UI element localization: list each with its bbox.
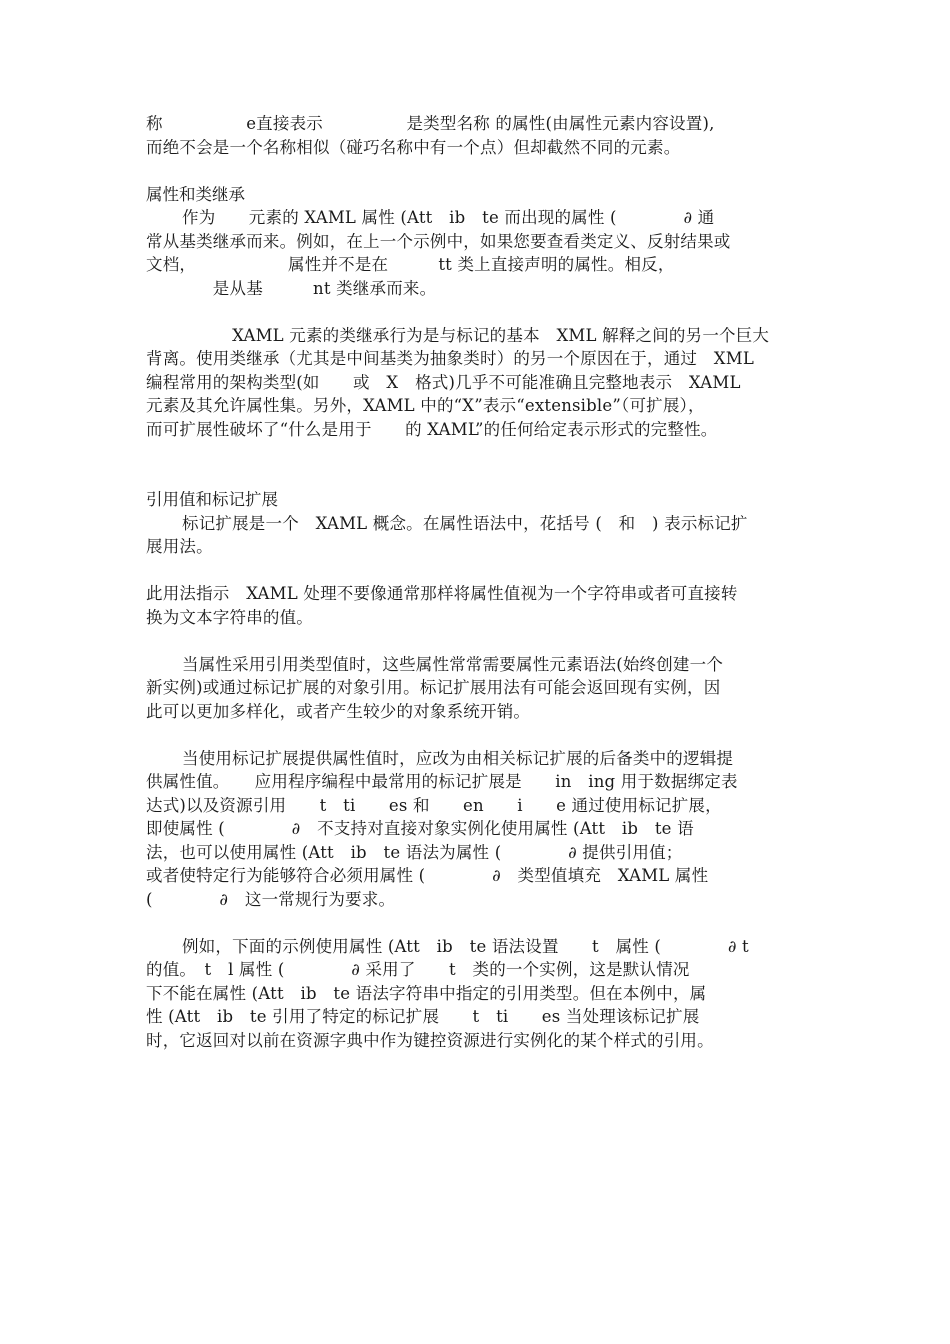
text-line: 常从基类继承而来。例如，在上一个示例中，如果您要查看类定义、反射结果或 xyxy=(146,231,731,251)
text-line: 此用法指示 XAML 处理不要像通常那样将属性值视为一个字符串或者可直接转 xyxy=(146,584,738,603)
markup-paragraph-3 xyxy=(146,653,826,724)
text-line: 即使属性 ( ∂ 不支持对直接对象实例化使用属性 (Att ib te 语 xyxy=(146,819,694,838)
intro-paragraph xyxy=(146,112,826,159)
markup-paragraph-2 xyxy=(146,582,826,629)
markup-paragraph-5 xyxy=(146,935,826,1053)
text-line: 称 e直接表示 是类型名称 的属性(由属性元素内容设置), xyxy=(146,114,715,133)
text-line: 作为 元素的 XAML 属性 (Att ib te 而出现的属性 ( ∂ 通 xyxy=(182,208,715,227)
markup-paragraph-1 xyxy=(146,512,826,559)
text-line: 编程常用的架构类型(如 或 X 格式)几乎不可能准确且完整地表示 XAML xyxy=(146,372,741,392)
text-line: 法，也可以使用属性 (Att ib te 语法为属性 ( ∂ 提供引用值； xyxy=(146,842,683,862)
text-line: 时，它返回对以前在资源字典中作为键控资源进行实例化的某个样式的引用。 xyxy=(146,1030,714,1050)
text-line: 而可扩展性破坏了“什么是用于 的 XAML”的任何给定表示形式的完整性。 xyxy=(146,419,718,439)
text-line: 的值。 t l 属性 ( ∂ 采用了 t 类的一个实例，这是默认情况 xyxy=(146,960,690,979)
markup-paragraph-4 xyxy=(146,747,826,912)
text-line: 是从基 nt 类继承而来。 xyxy=(146,278,437,298)
text-line: 当属性采用引用类型值时，这些属性常常需要属性元素语法(始终创建一个 xyxy=(182,654,724,674)
text-line: 展用法。 xyxy=(146,537,213,556)
text-line: XAML 元素的类继承行为是与标记的基本 XML 解释之间的另一个巨大 xyxy=(182,325,770,345)
inheritance-paragraph-2 xyxy=(146,324,826,442)
text-line: 下不能在属性 (Att ib te 语法字符串中指定的引用类型。但在本例中，属 xyxy=(146,983,707,1003)
text-line: ( ∂ 这一常规行为要求。 xyxy=(146,889,396,909)
section-heading-inheritance: 属性和类继承 xyxy=(146,184,245,204)
text-line: 而绝不会是一个名称相似（碰巧名称中有一个点）但却截然不同的元素。 xyxy=(146,137,681,157)
text-line: 供属性值。 应用程序编程中最常用的标记扩展是 in ing 用于数据绑定表 xyxy=(146,772,738,791)
text-line: 元素及其允许属性集。另外，XAML 中的“X”表示“extensible”（可扩展）， xyxy=(146,396,705,415)
text-line: 性 (Att ib te 引用了特定的标记扩展 t ti es 当处理该标记扩展 xyxy=(146,1007,700,1026)
section-heading-markup-extensions: 引用值和标记扩展 xyxy=(146,490,278,509)
text-line: 文档， 属性并不是在 tt 类上直接声明的属性。相反， xyxy=(146,255,675,274)
text-line: 背离。使用类继承（尤其是中间基类为抽象类时）的另一个原因在于，通过 XML xyxy=(146,349,754,368)
text-line: 标记扩展是一个 XAML 概念。在属性语法中，花括号 ( 和 ) 表示标记扩 xyxy=(182,513,748,533)
text-line: 达式)以及资源引用 t ti es 和 en i e 通过使用标记扩展， xyxy=(146,795,722,815)
text-line: 或者使特定行为能够符合必须用属性 ( ∂ 类型值填充 XAML 属性 xyxy=(146,866,709,885)
text-line: 当使用标记扩展提供属性值时，应改为由相关标记扩展的后备类中的逻辑提 xyxy=(182,748,734,768)
text-line: 例如，下面的示例使用属性 (Att ib te 语法设置 t 属性 ( ∂ t xyxy=(182,936,749,956)
document-page xyxy=(146,112,826,1052)
text-line: 新实例)或通过标记扩展的对象引用。标记扩展用法有可能会返回现有实例，因 xyxy=(146,678,721,697)
inheritance-paragraph-1 xyxy=(146,206,826,300)
text-line: 此可以更加多样化，或者产生较少的对象系统开销。 xyxy=(146,701,531,721)
text-line: 换为文本字符串的值。 xyxy=(146,607,313,627)
